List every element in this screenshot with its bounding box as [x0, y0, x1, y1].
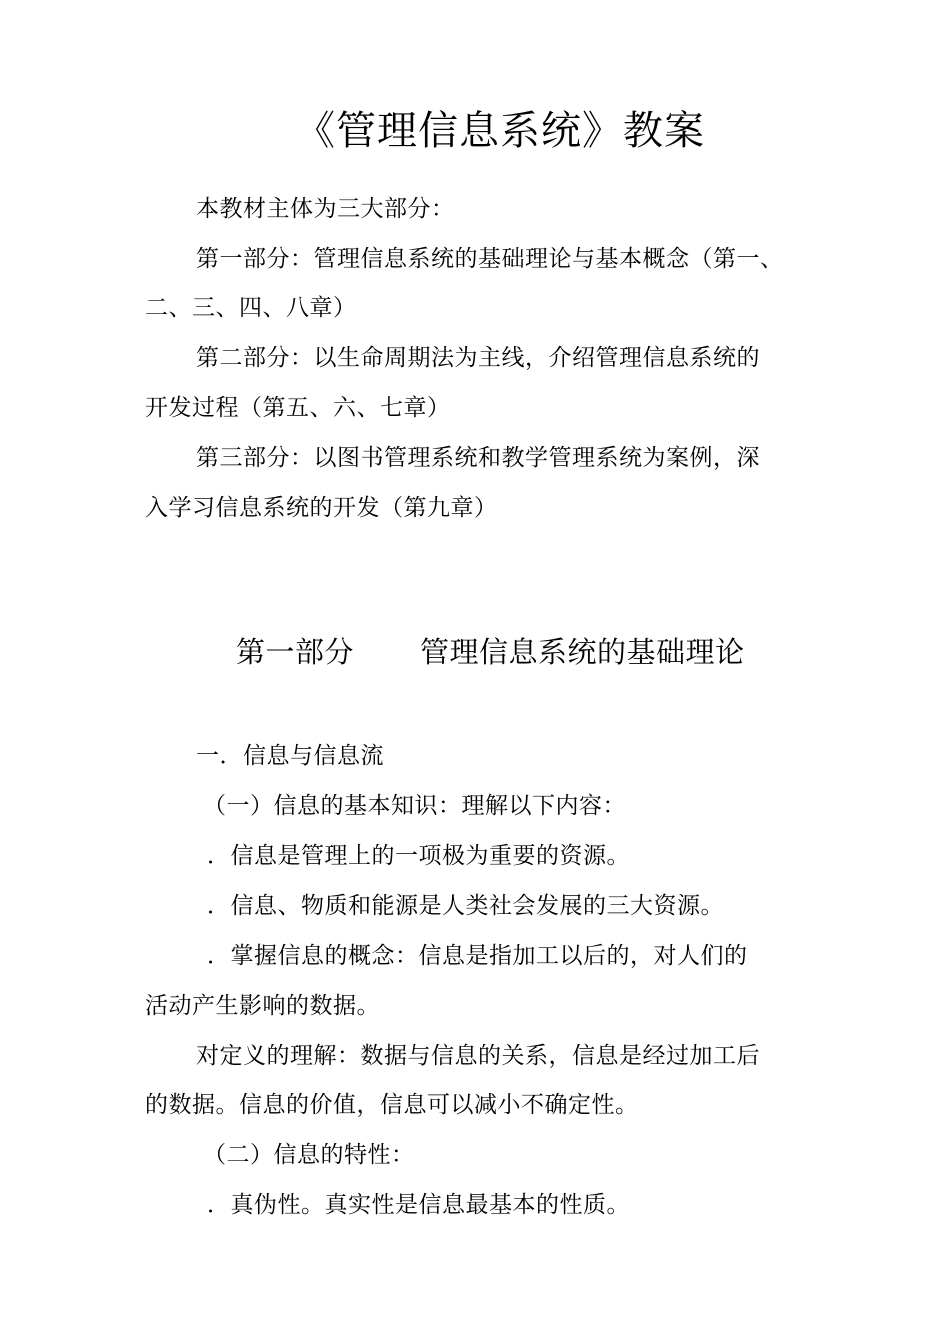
- intro-part1-line1: 第一部分：管理信息系统的基础理论与基本概念（第一、: [196, 246, 784, 272]
- paragraph-definition-line1: 对定义的理解：数据与信息的关系，信息是经过加工后: [196, 1043, 760, 1069]
- intro-lead: 本教材主体为三大部分：: [196, 196, 455, 222]
- heading-info-flow: 一．信息与信息流: [196, 743, 384, 769]
- list-item-resource: ．信息是管理上的一项极为重要的资源。: [207, 843, 630, 869]
- section-number: 第一部分: [236, 635, 355, 669]
- subheading-characteristics: （二）信息的特性：: [203, 1142, 415, 1168]
- section-name: 管理信息系统的基础理论: [420, 635, 745, 669]
- subheading-basic-knowledge: （一）信息的基本知识：理解以下内容：: [203, 793, 626, 819]
- intro-part3-line2: 入学习信息系统的开发（第九章）: [145, 495, 498, 521]
- intro-part1-line2: 二、三、四、八章）: [145, 295, 357, 321]
- section-title: [236, 633, 745, 671]
- intro-part2-line2: 开发过程（第五、六、七章）: [145, 395, 451, 421]
- intro-part3-line1: 第三部分：以图书管理系统和教学管理系统为案例，深: [196, 445, 760, 471]
- list-item-concept-line2: 活动产生影响的数据。: [145, 993, 380, 1019]
- list-item-three-resources: ．信息、物质和能源是人类社会发展的三大资源。: [207, 893, 724, 919]
- list-item-authenticity: ．真伪性。真实性是信息最基本的性质。: [207, 1192, 630, 1218]
- list-item-concept-line1: ．掌握信息的概念：信息是指加工以后的，对人们的: [207, 943, 748, 969]
- intro-part2-line1: 第二部分：以生命周期法为主线，介绍管理信息系统的: [196, 345, 760, 371]
- document-title: 《管理信息系统》教案: [295, 108, 705, 154]
- paragraph-definition-line2: 的数据。信息的价值，信息可以减小不确定性。: [145, 1092, 639, 1118]
